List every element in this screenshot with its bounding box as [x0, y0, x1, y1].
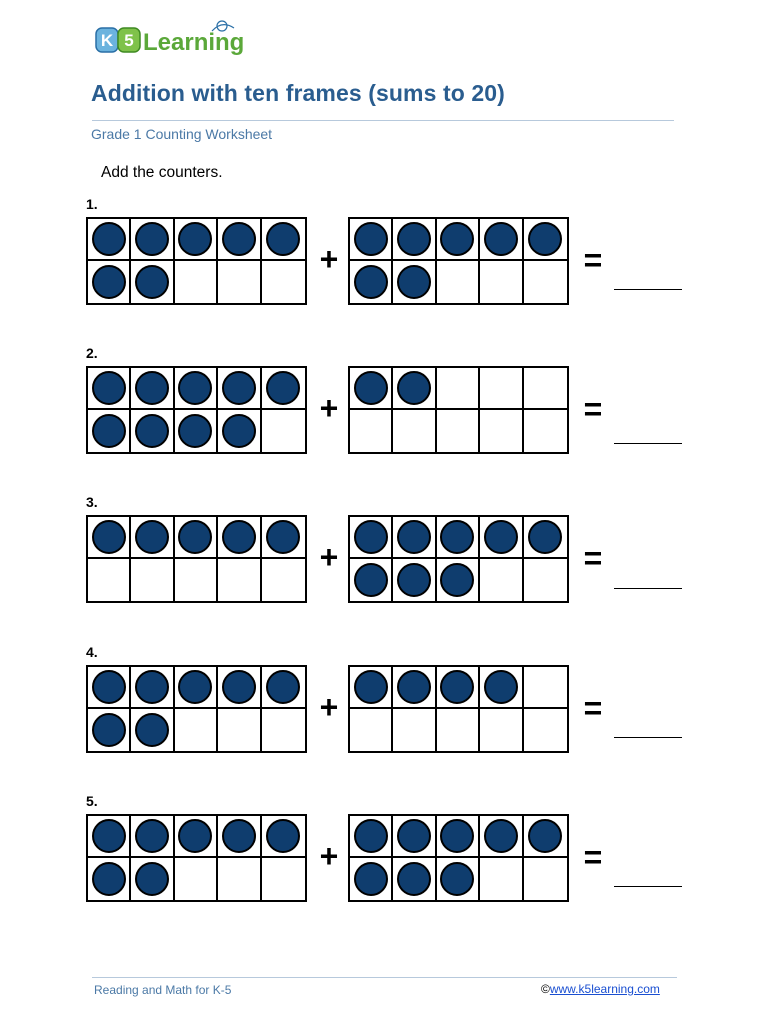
problem-number: 4.	[86, 644, 98, 660]
ten-frame-cell	[88, 816, 131, 858]
ten-frame-cell	[262, 410, 305, 452]
problem-item	[0, 196, 768, 316]
ten-frame-cell	[262, 559, 305, 601]
equals-sign: =	[583, 690, 603, 726]
ten-frame-cell	[480, 410, 523, 452]
ten-frame-cell	[480, 858, 523, 900]
ten-frame-cell	[131, 410, 174, 452]
ten-frame-cell	[262, 858, 305, 900]
counter-dot	[222, 520, 256, 554]
instruction-text: Add the counters.	[101, 164, 223, 181]
worksheet-subtitle: Grade 1 Counting Worksheet	[91, 126, 273, 142]
ten-frame-cell	[393, 261, 436, 303]
counter-dot	[266, 520, 300, 554]
ten-frame-cell	[480, 709, 523, 751]
ten-frame-cell	[218, 261, 261, 303]
counter-dot	[440, 670, 474, 704]
left-ten-frame	[86, 665, 307, 753]
plus-sign: +	[319, 689, 339, 725]
ten-frame-cell	[437, 261, 480, 303]
counter-dot	[135, 819, 169, 853]
counter-dot	[178, 371, 212, 405]
counter-dot	[397, 520, 431, 554]
ten-frame-cell	[437, 667, 480, 709]
counter-dot	[222, 414, 256, 448]
counter-dot	[528, 819, 562, 853]
problem-number: 5.	[86, 793, 98, 809]
left-ten-frame	[86, 515, 307, 603]
problem-number: 2.	[86, 345, 98, 361]
svg-text:5: 5	[124, 31, 134, 50]
ten-frame-cell	[437, 709, 480, 751]
ten-frame-cell	[524, 667, 567, 709]
worksheet-title: Addition with ten frames (sums to 20)	[91, 80, 505, 106]
answer-blank[interactable]	[614, 886, 682, 887]
counter-dot	[222, 819, 256, 853]
ten-frame-cell	[262, 709, 305, 751]
ten-frame-cell	[437, 559, 480, 601]
counter-dot	[528, 520, 562, 554]
ten-frame-cell	[262, 667, 305, 709]
ten-frame-cell	[350, 709, 393, 751]
ten-frame-cell	[437, 410, 480, 452]
ten-frame-cell	[524, 219, 567, 261]
ten-frame-cell	[175, 709, 218, 751]
counter-dot	[397, 670, 431, 704]
counter-dot	[484, 670, 518, 704]
ten-frame-cell	[524, 858, 567, 900]
counter-dot	[178, 222, 212, 256]
svg-text:Learning: Learning	[143, 29, 245, 56]
ten-frame-cell	[88, 559, 131, 601]
counter-dot	[266, 371, 300, 405]
plus-sign: +	[319, 241, 339, 277]
counter-dot	[440, 563, 474, 597]
ten-frame-cell	[524, 368, 567, 410]
ten-frame-cell	[88, 219, 131, 261]
counter-dot	[354, 222, 388, 256]
counter-dot	[354, 670, 388, 704]
counter-dot	[397, 862, 431, 896]
problem-number: 1.	[86, 196, 98, 212]
counter-dot	[178, 670, 212, 704]
ten-frame-cell	[262, 517, 305, 559]
counter-dot	[178, 414, 212, 448]
ten-frame-cell	[350, 517, 393, 559]
ten-frame-cell	[175, 261, 218, 303]
ten-frame-cell	[131, 559, 174, 601]
counter-dot	[135, 222, 169, 256]
ten-frame-cell	[131, 261, 174, 303]
ten-frame-cell	[480, 261, 523, 303]
ten-frame-cell	[131, 858, 174, 900]
ten-frame-cell	[350, 858, 393, 900]
ten-frame-cell	[393, 368, 436, 410]
ten-frame-cell	[131, 709, 174, 751]
right-ten-frame	[348, 515, 569, 603]
counter-dot	[397, 222, 431, 256]
ten-frame-cell	[88, 517, 131, 559]
counter-dot	[92, 414, 126, 448]
right-ten-frame	[348, 814, 569, 902]
problem-item	[0, 345, 768, 465]
ten-frame-cell	[218, 517, 261, 559]
counter-dot	[354, 862, 388, 896]
ten-frame-cell	[350, 410, 393, 452]
counter-dot	[484, 222, 518, 256]
problem-item	[0, 494, 768, 614]
counter-dot	[135, 713, 169, 747]
ten-frame-cell	[218, 368, 261, 410]
ten-frame-cell	[175, 667, 218, 709]
k5-learning-logo	[94, 18, 264, 60]
counter-dot	[440, 222, 474, 256]
svg-text:K: K	[100, 31, 114, 50]
ten-frame-cell	[131, 368, 174, 410]
ten-frame-cell	[131, 517, 174, 559]
ten-frame-cell	[350, 219, 393, 261]
ten-frame-cell	[350, 559, 393, 601]
footer-divider	[92, 977, 677, 978]
ten-frame-cell	[480, 816, 523, 858]
ten-frame-cell	[175, 517, 218, 559]
plus-sign: +	[319, 390, 339, 426]
equals-sign: =	[583, 839, 603, 875]
title-divider	[92, 120, 674, 121]
counter-dot	[440, 520, 474, 554]
counter-dot	[354, 371, 388, 405]
ten-frame-cell	[393, 709, 436, 751]
counter-dot	[178, 520, 212, 554]
ten-frame-cell	[218, 410, 261, 452]
ten-frame-cell	[131, 816, 174, 858]
ten-frame-cell	[88, 858, 131, 900]
ten-frame-cell	[437, 858, 480, 900]
ten-frame-cell	[262, 261, 305, 303]
counter-dot	[354, 819, 388, 853]
counter-dot	[92, 371, 126, 405]
ten-frame-cell	[175, 410, 218, 452]
ten-frame-cell	[350, 816, 393, 858]
counter-dot	[92, 713, 126, 747]
ten-frame-cell	[350, 368, 393, 410]
plus-sign: +	[319, 539, 339, 575]
left-ten-frame	[86, 217, 307, 305]
equals-sign: =	[583, 242, 603, 278]
ten-frame-cell	[393, 410, 436, 452]
plus-sign: +	[319, 838, 339, 874]
counter-dot	[222, 222, 256, 256]
ten-frame-cell	[437, 368, 480, 410]
equals-sign: =	[583, 391, 603, 427]
ten-frame-cell	[262, 219, 305, 261]
problem-number: 3.	[86, 494, 98, 510]
ten-frame-cell	[88, 410, 131, 452]
ten-frame-cell	[262, 816, 305, 858]
answer-blank[interactable]	[614, 443, 682, 444]
ten-frame-cell	[480, 559, 523, 601]
left-ten-frame	[86, 814, 307, 902]
counter-dot	[92, 670, 126, 704]
counter-dot	[92, 222, 126, 256]
ten-frame-cell	[437, 816, 480, 858]
ten-frame-cell	[218, 709, 261, 751]
counter-dot	[135, 371, 169, 405]
counter-dot	[354, 265, 388, 299]
ten-frame-cell	[88, 368, 131, 410]
counter-dot	[484, 520, 518, 554]
counter-dot	[266, 670, 300, 704]
ten-frame-cell	[175, 858, 218, 900]
counter-dot	[178, 819, 212, 853]
counter-dot	[484, 819, 518, 853]
counter-dot	[135, 414, 169, 448]
problem-item	[0, 644, 768, 764]
ten-frame-cell	[393, 219, 436, 261]
counter-dot	[397, 563, 431, 597]
counter-dot	[440, 819, 474, 853]
ten-frame-cell	[131, 219, 174, 261]
ten-frame-cell	[350, 261, 393, 303]
ten-frame-cell	[262, 368, 305, 410]
right-ten-frame	[348, 217, 569, 305]
ten-frame-cell	[175, 368, 218, 410]
counter-dot	[528, 222, 562, 256]
counter-dot	[92, 862, 126, 896]
counter-dot	[92, 819, 126, 853]
counter-dot	[135, 670, 169, 704]
ten-frame-cell	[480, 219, 523, 261]
ten-frame-cell	[524, 517, 567, 559]
answer-blank[interactable]	[614, 737, 682, 738]
counter-dot	[222, 670, 256, 704]
ten-frame-cell	[175, 219, 218, 261]
counter-dot	[397, 819, 431, 853]
ten-frame-cell	[218, 559, 261, 601]
ten-frame-cell	[393, 858, 436, 900]
answer-blank[interactable]	[614, 588, 682, 589]
footer-website	[541, 982, 660, 996]
counter-dot	[135, 265, 169, 299]
ten-frame-cell	[350, 667, 393, 709]
ten-frame-cell	[131, 667, 174, 709]
ten-frame-cell	[393, 667, 436, 709]
equals-sign: =	[583, 540, 603, 576]
right-ten-frame	[348, 665, 569, 753]
ten-frame-cell	[437, 219, 480, 261]
counter-dot	[135, 520, 169, 554]
ten-frame-cell	[218, 667, 261, 709]
ten-frame-cell	[175, 559, 218, 601]
ten-frame-cell	[218, 816, 261, 858]
counter-dot	[266, 222, 300, 256]
website-link[interactable]: www.k5learning.com	[549, 982, 660, 996]
ten-frame-cell	[480, 517, 523, 559]
counter-dot	[397, 265, 431, 299]
problem-item	[0, 793, 768, 913]
answer-blank[interactable]	[614, 289, 682, 290]
counter-dot	[354, 520, 388, 554]
ten-frame-cell	[437, 517, 480, 559]
counter-dot	[397, 371, 431, 405]
counter-dot	[92, 265, 126, 299]
ten-frame-cell	[88, 261, 131, 303]
counter-dot	[92, 520, 126, 554]
left-ten-frame	[86, 366, 307, 454]
ten-frame-cell	[393, 816, 436, 858]
counter-dot	[440, 862, 474, 896]
ten-frame-cell	[393, 559, 436, 601]
counter-dot	[266, 819, 300, 853]
counter-dot	[135, 862, 169, 896]
ten-frame-cell	[393, 517, 436, 559]
ten-frame-cell	[524, 816, 567, 858]
right-ten-frame	[348, 366, 569, 454]
counter-dot	[222, 371, 256, 405]
ten-frame-cell	[218, 858, 261, 900]
footer-tagline: Reading and Math for K-5	[94, 983, 232, 997]
ten-frame-cell	[524, 709, 567, 751]
ten-frame-cell	[480, 368, 523, 410]
counter-dot	[354, 563, 388, 597]
ten-frame-cell	[524, 261, 567, 303]
ten-frame-cell	[88, 709, 131, 751]
ten-frame-cell	[218, 219, 261, 261]
ten-frame-cell	[480, 667, 523, 709]
ten-frame-cell	[88, 667, 131, 709]
ten-frame-cell	[524, 410, 567, 452]
ten-frame-cell	[524, 559, 567, 601]
copyright-symbol: ©	[541, 982, 550, 996]
ten-frame-cell	[175, 816, 218, 858]
